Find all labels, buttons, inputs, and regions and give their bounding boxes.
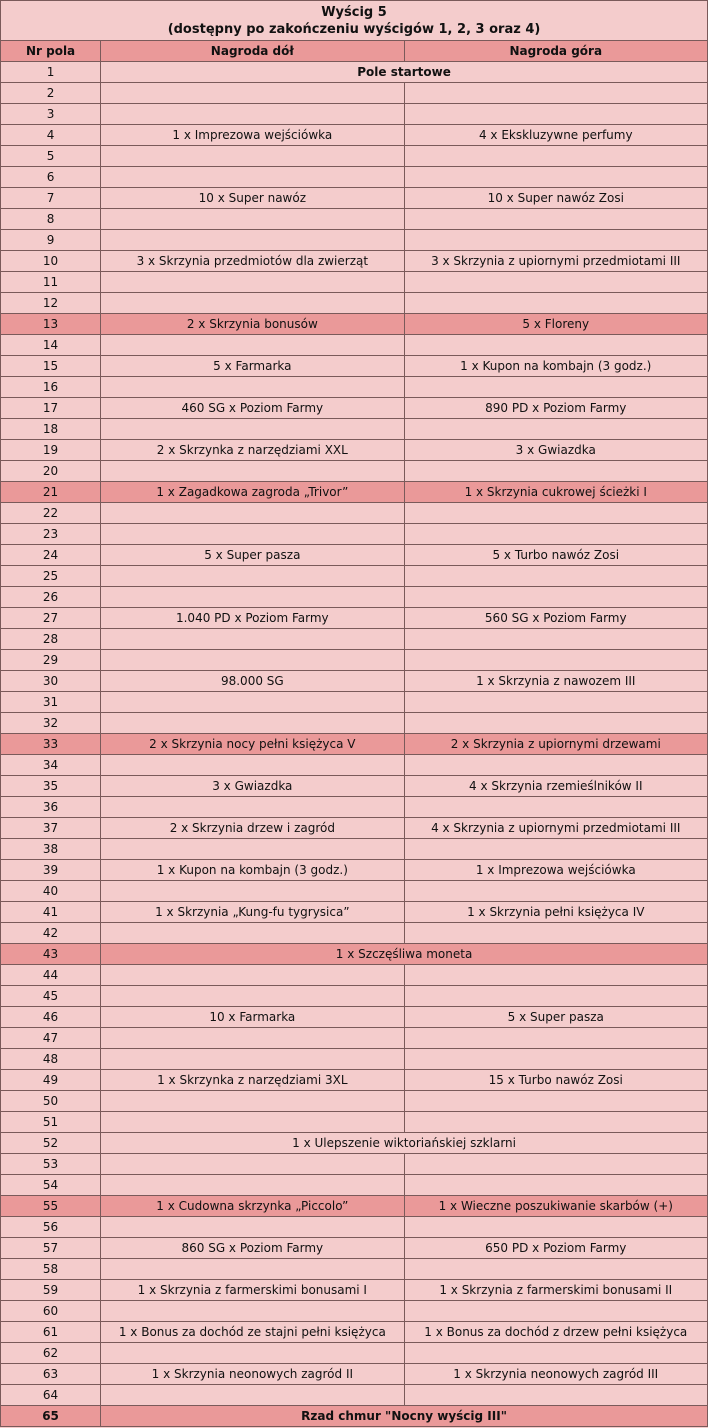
reward-top-cell: 1 x Bonus za dochód z drzew pełni księżyca (404, 1322, 707, 1343)
reward-top-cell (404, 965, 707, 986)
reward-top-cell (404, 1049, 707, 1070)
reward-bottom-cell (101, 566, 404, 587)
table-row (1, 839, 708, 860)
reward-bottom-cell (101, 881, 404, 902)
table-row (1, 230, 708, 251)
reward-top-cell (404, 419, 707, 440)
reward-bottom-cell (101, 1112, 404, 1133)
reward-top-cell: 890 PD x Poziom Farmy (404, 398, 707, 419)
field-number-cell: 29 (1, 650, 101, 671)
reward-top-cell (404, 335, 707, 356)
reward-bottom-cell: 1 x Cudowna skrzynka „Piccolo” (101, 1196, 404, 1217)
field-number-cell: 63 (1, 1364, 101, 1385)
reward-bottom-cell: 98.000 SG (101, 671, 404, 692)
reward-bottom-cell: 3 x Gwiazdka (101, 776, 404, 797)
table-row (1, 188, 708, 209)
reward-top-cell (404, 377, 707, 398)
table-row (1, 461, 708, 482)
field-number-cell: 11 (1, 272, 101, 293)
field-number-cell: 22 (1, 503, 101, 524)
field-number-cell: 34 (1, 755, 101, 776)
table-title (1, 1, 708, 41)
table-row (1, 1070, 708, 1091)
reward-bottom-cell (101, 83, 404, 104)
field-number-cell: 27 (1, 608, 101, 629)
field-number-cell: 54 (1, 1175, 101, 1196)
field-number-cell: 30 (1, 671, 101, 692)
field-number-cell: 31 (1, 692, 101, 713)
table-row (1, 671, 708, 692)
table-row (1, 881, 708, 902)
header-row (1, 41, 708, 62)
field-number-cell: 47 (1, 1028, 101, 1049)
reward-bottom-cell (101, 1175, 404, 1196)
field-number-cell: 61 (1, 1322, 101, 1343)
field-number-cell: 16 (1, 377, 101, 398)
table-row (1, 1364, 708, 1385)
reward-top-cell: 1 x Wieczne poszukiwanie skarbów (+) (404, 1196, 707, 1217)
table-row (1, 356, 708, 377)
reward-bottom-cell: 2 x Skrzynka z narzędziami XXL (101, 440, 404, 461)
reward-bottom-cell (101, 230, 404, 251)
field-number-cell: 2 (1, 83, 101, 104)
table-row (1, 1091, 708, 1112)
reward-bottom-cell: 1 x Bonus za dochód ze stajni pełni księżyca (101, 1322, 404, 1343)
reward-bottom-cell (101, 335, 404, 356)
table-row (1, 1406, 708, 1427)
table-row (1, 1238, 708, 1259)
reward-top-cell: 1 x Skrzynia z farmerskimi bonusami II (404, 1280, 707, 1301)
reward-bottom-cell: 1 x Skrzynka z narzędziami 3XL (101, 1070, 404, 1091)
field-number-cell: 49 (1, 1070, 101, 1091)
reward-bottom-cell (101, 461, 404, 482)
reward-bottom-cell (101, 1091, 404, 1112)
reward-bottom-cell (101, 146, 404, 167)
table-row (1, 1385, 708, 1406)
reward-top-cell: 5 x Super pasza (404, 1007, 707, 1028)
field-number-cell: 18 (1, 419, 101, 440)
table-row (1, 902, 708, 923)
reward-top-cell (404, 1175, 707, 1196)
field-number-cell: 1 (1, 62, 101, 83)
table-row (1, 377, 708, 398)
reward-bottom-cell: 1 x Skrzynia z farmerskimi bonusami I (101, 1280, 404, 1301)
reward-bottom-cell (101, 1301, 404, 1322)
table-row (1, 104, 708, 125)
table-row (1, 797, 708, 818)
field-number-cell: 25 (1, 566, 101, 587)
reward-bottom-cell: 1 x Skrzynia neonowych zagród II (101, 1364, 404, 1385)
field-number-cell: 58 (1, 1259, 101, 1280)
table-row (1, 566, 708, 587)
reward-top-cell (404, 524, 707, 545)
title-line-2: (dostępny po zakończeniu wyścigów 1, 2, 3 oraz 4) (167, 21, 541, 37)
table-row (1, 545, 708, 566)
title-line-1: Wyścig 5 (321, 4, 387, 20)
table-row (1, 251, 708, 272)
table-row (1, 755, 708, 776)
field-number-cell: 20 (1, 461, 101, 482)
reward-top-cell (404, 650, 707, 671)
field-number-cell: 44 (1, 965, 101, 986)
reward-top-cell: 1 x Imprezowa wejściówka (404, 860, 707, 881)
reward-bottom-cell (101, 692, 404, 713)
reward-bottom-cell: 1.040 PD x Poziom Farmy (101, 608, 404, 629)
reward-top-cell (404, 587, 707, 608)
reward-bottom-cell (101, 797, 404, 818)
reward-bottom-cell (101, 1217, 404, 1238)
reward-top-cell (404, 986, 707, 1007)
table-row (1, 1007, 708, 1028)
reward-top-cell (404, 629, 707, 650)
table-row (1, 1259, 708, 1280)
merged-reward-cell: Pole startowe (101, 62, 708, 83)
reward-bottom-cell (101, 272, 404, 293)
table-row (1, 965, 708, 986)
reward-bottom-cell: 10 x Farmarka (101, 1007, 404, 1028)
table-row (1, 944, 708, 965)
table-row (1, 503, 708, 524)
reward-bottom-cell: 1 x Kupon na kombajn (3 godz.) (101, 860, 404, 881)
field-number-cell: 45 (1, 986, 101, 1007)
header-nagroda-gora: Nagroda góra (404, 41, 707, 62)
field-number-cell: 15 (1, 356, 101, 377)
field-number-cell: 57 (1, 1238, 101, 1259)
reward-bottom-cell: 5 x Super pasza (101, 545, 404, 566)
field-number-cell: 48 (1, 1049, 101, 1070)
reward-top-cell (404, 83, 707, 104)
reward-top-cell (404, 230, 707, 251)
reward-bottom-cell (101, 713, 404, 734)
table-row (1, 776, 708, 797)
table-row (1, 860, 708, 881)
reward-bottom-cell (101, 377, 404, 398)
reward-bottom-cell (101, 1343, 404, 1364)
reward-bottom-cell: 5 x Farmarka (101, 356, 404, 377)
field-number-cell: 3 (1, 104, 101, 125)
table-row (1, 1301, 708, 1322)
reward-top-cell: 4 x Skrzynia z upiornymi przedmiotami III (404, 818, 707, 839)
reward-top-cell (404, 461, 707, 482)
field-number-cell: 56 (1, 1217, 101, 1238)
field-number-cell: 64 (1, 1385, 101, 1406)
reward-top-cell: 1 x Kupon na kombajn (3 godz.) (404, 356, 707, 377)
table-row (1, 650, 708, 671)
table-row (1, 629, 708, 650)
field-number-cell: 62 (1, 1343, 101, 1364)
field-number-cell: 33 (1, 734, 101, 755)
reward-top-cell (404, 146, 707, 167)
field-number-cell: 28 (1, 629, 101, 650)
field-number-cell: 4 (1, 125, 101, 146)
reward-top-cell: 5 x Turbo nawóz Zosi (404, 545, 707, 566)
field-number-cell: 21 (1, 482, 101, 503)
reward-bottom-cell (101, 587, 404, 608)
reward-bottom-cell (101, 755, 404, 776)
field-number-cell: 14 (1, 335, 101, 356)
reward-top-cell: 1 x Skrzynia cukrowej ścieżki I (404, 482, 707, 503)
reward-bottom-cell: 460 SG x Poziom Farmy (101, 398, 404, 419)
table-row (1, 734, 708, 755)
reward-top-cell (404, 1028, 707, 1049)
reward-top-cell (404, 566, 707, 587)
table-row (1, 1322, 708, 1343)
reward-top-cell (404, 755, 707, 776)
reward-top-cell (404, 1091, 707, 1112)
table-row (1, 524, 708, 545)
table-row (1, 440, 708, 461)
field-number-cell: 42 (1, 923, 101, 944)
reward-top-cell (404, 1343, 707, 1364)
table-row (1, 167, 708, 188)
reward-bottom-cell (101, 1385, 404, 1406)
table-row (1, 1280, 708, 1301)
field-number-cell: 37 (1, 818, 101, 839)
field-number-cell: 59 (1, 1280, 101, 1301)
reward-bottom-cell (101, 167, 404, 188)
table-row (1, 1196, 708, 1217)
merged-reward-cell: Rzad chmur "Nocny wyścig III" (101, 1406, 708, 1427)
field-number-cell: 60 (1, 1301, 101, 1322)
reward-top-cell (404, 104, 707, 125)
reward-top-cell (404, 293, 707, 314)
field-number-cell: 13 (1, 314, 101, 335)
reward-bottom-cell (101, 965, 404, 986)
reward-top-cell: 10 x Super nawóz Zosi (404, 188, 707, 209)
table-row (1, 986, 708, 1007)
table-row (1, 62, 708, 83)
reward-top-cell: 5 x Floreny (404, 314, 707, 335)
header-nr-pola: Nr pola (1, 41, 101, 62)
field-number-cell: 51 (1, 1112, 101, 1133)
reward-top-cell: 15 x Turbo nawóz Zosi (404, 1070, 707, 1091)
reward-bottom-cell (101, 104, 404, 125)
field-number-cell: 52 (1, 1133, 101, 1154)
reward-bottom-cell (101, 1049, 404, 1070)
field-number-cell: 24 (1, 545, 101, 566)
field-number-cell: 5 (1, 146, 101, 167)
field-number-cell: 19 (1, 440, 101, 461)
reward-top-cell (404, 167, 707, 188)
table-row (1, 398, 708, 419)
table-row (1, 419, 708, 440)
title-row (1, 1, 708, 41)
field-number-cell: 36 (1, 797, 101, 818)
reward-bottom-cell: 1 x Zagadkowa zagroda „Trivor” (101, 482, 404, 503)
field-number-cell: 12 (1, 293, 101, 314)
reward-bottom-cell: 3 x Skrzynia przedmiotów dla zwierząt (101, 251, 404, 272)
field-number-cell: 6 (1, 167, 101, 188)
reward-bottom-cell: 2 x Skrzynia drzew i zagród (101, 818, 404, 839)
field-number-cell: 40 (1, 881, 101, 902)
table-row (1, 1112, 708, 1133)
reward-bottom-cell (101, 293, 404, 314)
table-row (1, 125, 708, 146)
reward-top-cell: 4 x Skrzynia rzemieślników II (404, 776, 707, 797)
reward-top-cell: 1 x Skrzynia z nawozem III (404, 671, 707, 692)
reward-top-cell (404, 503, 707, 524)
reward-top-cell (404, 1154, 707, 1175)
table-row (1, 314, 708, 335)
reward-top-cell (404, 881, 707, 902)
field-number-cell: 9 (1, 230, 101, 251)
field-number-cell: 65 (1, 1406, 101, 1427)
table-row (1, 923, 708, 944)
reward-bottom-cell: 1 x Skrzynia „Kung-fu tygrysica” (101, 902, 404, 923)
field-number-cell: 39 (1, 860, 101, 881)
field-number-cell: 53 (1, 1154, 101, 1175)
reward-bottom-cell (101, 503, 404, 524)
reward-top-cell: 650 PD x Poziom Farmy (404, 1238, 707, 1259)
table-row (1, 335, 708, 356)
table-row (1, 1133, 708, 1154)
reward-top-cell (404, 923, 707, 944)
table-row (1, 608, 708, 629)
reward-bottom-cell (101, 650, 404, 671)
table-row (1, 818, 708, 839)
table-row (1, 83, 708, 104)
reward-top-cell (404, 1385, 707, 1406)
table-row (1, 692, 708, 713)
field-number-cell: 35 (1, 776, 101, 797)
reward-bottom-cell (101, 1028, 404, 1049)
reward-top-cell: 1 x Skrzynia neonowych zagród III (404, 1364, 707, 1385)
table-row (1, 272, 708, 293)
field-number-cell: 43 (1, 944, 101, 965)
reward-bottom-cell (101, 209, 404, 230)
field-number-cell: 23 (1, 524, 101, 545)
table-row (1, 1049, 708, 1070)
header-nagroda-dol: Nagroda dół (101, 41, 404, 62)
table-row (1, 1343, 708, 1364)
field-number-cell: 26 (1, 587, 101, 608)
field-number-cell: 17 (1, 398, 101, 419)
reward-top-cell: 2 x Skrzynia z upiornymi drzewami (404, 734, 707, 755)
field-number-cell: 46 (1, 1007, 101, 1028)
table-row (1, 713, 708, 734)
reward-bottom-cell: 2 x Skrzynia nocy pełni księżyca V (101, 734, 404, 755)
reward-bottom-cell (101, 986, 404, 1007)
reward-bottom-cell (101, 419, 404, 440)
reward-top-cell: 560 SG x Poziom Farmy (404, 608, 707, 629)
reward-top-cell (404, 1259, 707, 1280)
reward-bottom-cell (101, 524, 404, 545)
table-row (1, 209, 708, 230)
field-number-cell: 10 (1, 251, 101, 272)
table-row (1, 1217, 708, 1238)
reward-top-cell (404, 272, 707, 293)
reward-bottom-cell: 860 SG x Poziom Farmy (101, 1238, 404, 1259)
table-row (1, 482, 708, 503)
reward-top-cell: 3 x Skrzynia z upiornymi przedmiotami III (404, 251, 707, 272)
reward-top-cell (404, 1217, 707, 1238)
reward-top-cell: 1 x Skrzynia pełni księżyca IV (404, 902, 707, 923)
field-number-cell: 8 (1, 209, 101, 230)
reward-top-cell (404, 1112, 707, 1133)
reward-bottom-cell (101, 923, 404, 944)
reward-top-cell (404, 797, 707, 818)
merged-reward-cell: 1 x Szczęśliwa moneta (101, 944, 708, 965)
reward-bottom-cell: 1 x Imprezowa wejściówka (101, 125, 404, 146)
table-row (1, 1154, 708, 1175)
field-number-cell: 32 (1, 713, 101, 734)
field-number-cell: 55 (1, 1196, 101, 1217)
reward-top-cell (404, 209, 707, 230)
table-row (1, 1175, 708, 1196)
reward-bottom-cell (101, 1259, 404, 1280)
table-row (1, 293, 708, 314)
field-number-cell: 38 (1, 839, 101, 860)
reward-bottom-cell: 2 x Skrzynia bonusów (101, 314, 404, 335)
reward-top-cell: 3 x Gwiazdka (404, 440, 707, 461)
reward-top-cell (404, 713, 707, 734)
reward-bottom-cell (101, 629, 404, 650)
table-row (1, 587, 708, 608)
table-row (1, 146, 708, 167)
reward-bottom-cell (101, 839, 404, 860)
reward-top-cell (404, 839, 707, 860)
field-number-cell: 7 (1, 188, 101, 209)
reward-bottom-cell (101, 1154, 404, 1175)
field-number-cell: 41 (1, 902, 101, 923)
reward-top-cell (404, 1301, 707, 1322)
reward-top-cell (404, 692, 707, 713)
table-row (1, 1028, 708, 1049)
merged-reward-cell: 1 x Ulepszenie wiktoriańskiej szklarni (101, 1133, 708, 1154)
reward-bottom-cell: 10 x Super nawóz (101, 188, 404, 209)
field-number-cell: 50 (1, 1091, 101, 1112)
reward-top-cell: 4 x Ekskluzywne perfumy (404, 125, 707, 146)
